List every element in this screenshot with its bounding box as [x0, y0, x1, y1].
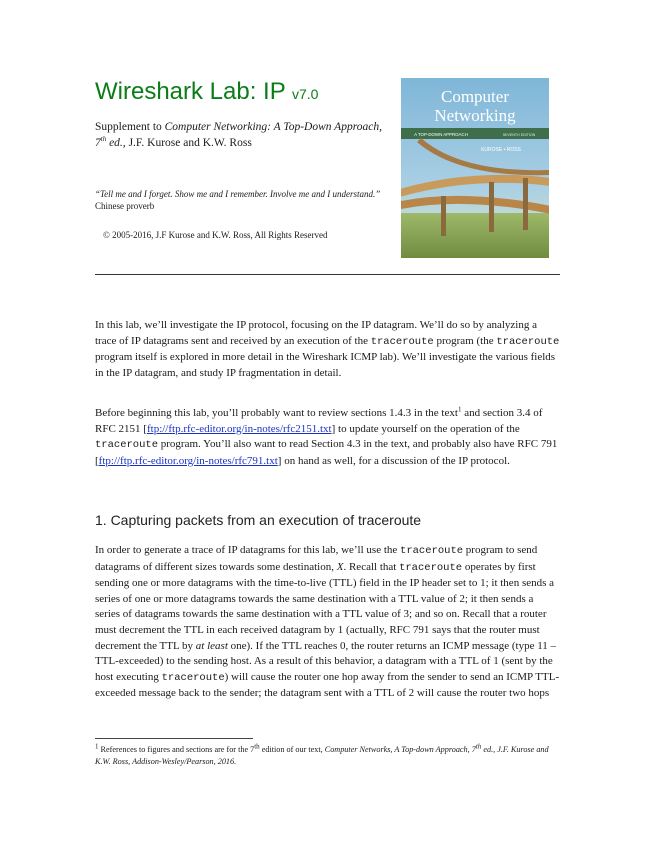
overpass-pillar: [523, 178, 528, 230]
rfc2151-link[interactable]: ftp://ftp.rfc-editor.org/in-notes/rfc2151.txt: [146, 422, 332, 435]
intro-paragraph-1: [95, 318, 560, 381]
overpass-pillar: [489, 182, 494, 232]
text-run: operates by first sending one or more datagrams with the time-to-live (TTL) field in the IP header set to 1; it then sends a series of one or more datagrams towards the same destination with a TTL value of 2; it then sends a series of datagrams towards the same destination with a TTL value of 3; and so on. Recall that a router must decrement the TTL in each received datagram by 1 (actually, RFC 791 says that the router must decrement the TTL by: [95, 560, 555, 652]
section-heading: 1. Capturing packets from an execution of traceroute: [95, 512, 422, 528]
cover-edition: SEVENTH EDITION: [502, 133, 536, 137]
code-traceroute: traceroute: [370, 335, 434, 348]
cover-subtitle: A TOP-DOWN APPROACH: [414, 132, 468, 137]
text-run: In order to generate a trace of IP datagrams for this lab, we’ll use the: [95, 544, 401, 556]
epigraph-quote: “Tell me and I forget. Show me and I remember. Involve me and I understand.”: [95, 189, 381, 199]
copyright-notice: © 2005-2016, J.F Kurose and K.W. Ross, All Rights Reserved: [103, 230, 328, 240]
footnote-ref[interactable]: 1: [457, 405, 462, 414]
text-run: edition of our text,: [259, 745, 325, 754]
text-run: In this lab, we’ll investigate the IP protocol, focusing on the IP datagram. We’ll do so by analyzing a trace of IP datagrams sent and received by an execution of the: [95, 319, 537, 347]
destination-x: X: [336, 560, 344, 573]
text-run: program (the: [433, 334, 497, 347]
text-run: one). If the TTL reaches 0, the router returns an ICMP message (type 11 – TTL-exceeded) to the sending host. As a result of this behavior, a datagram with a TTL of 1 (sent by the host executing: [95, 639, 557, 683]
footnote-number: 1: [95, 742, 99, 751]
supplement-authors: J.F. Kurose and K.W. Ross: [125, 136, 252, 149]
book-cover-image: [401, 78, 549, 258]
cover-authors: KUROSE • ROSS: [481, 147, 521, 153]
cover-title-line1: Computer: [441, 87, 509, 106]
edition-prefix: , 7: [95, 121, 382, 149]
text-run: program. You’ll also want to read Section 4.3 in the text, and probably also have RFC 791 [: [95, 438, 558, 467]
text-run: and section 3.4 of RFC 2151 [: [95, 407, 543, 435]
code-traceroute: traceroute: [496, 335, 560, 348]
footnote-divider: [95, 738, 253, 739]
edition-suffix: ed.,: [106, 136, 126, 149]
book-cover-art: [401, 78, 549, 258]
title-text: Wireshark Lab: IP: [95, 78, 286, 105]
rfc791-link[interactable]: ftp://ftp.rfc-editor.org/in-notes/rfc791.txt: [98, 454, 278, 467]
page-title: [95, 78, 318, 108]
epigraph: [95, 188, 390, 212]
text-run: program to send datagrams of different sizes towards some destination,: [95, 544, 538, 573]
text-run: program itself is explored in more detail in the Wireshark ICMP lab). We’ll investigate the various fields in the IP datagram, and study IP fragmentation in detail.: [95, 351, 556, 379]
code-traceroute: traceroute: [399, 561, 463, 574]
code-traceroute: traceroute: [400, 545, 464, 557]
cover-title-line2: Networking: [434, 106, 516, 125]
footnote-sup: th: [475, 742, 482, 751]
intro-paragraph-2: [95, 406, 560, 469]
text-run: Before beginning this lab, you’ll probably want to review sections 1.4.3 in the text: [95, 407, 458, 419]
text-run: ] on hand as well, for a discussion of the IP protocol.: [277, 454, 510, 467]
supplement-line: [95, 120, 385, 151]
overpass-pillar: [441, 196, 446, 236]
version-label: v7.0: [291, 86, 319, 102]
book-title: Computer Networking: A Top-Down Approach: [164, 121, 380, 133]
section1-paragraph: [95, 543, 560, 702]
code-traceroute: traceroute: [95, 439, 159, 452]
text-run: ] to update yourself on the operation of the: [331, 422, 520, 435]
code-traceroute: traceroute: [161, 671, 225, 684]
text-run: References to figures and sections are for the 7: [98, 745, 255, 754]
header-divider: [95, 274, 560, 275]
footnote-sup: th: [254, 742, 260, 751]
footnote: [95, 744, 565, 768]
footnote-citation: ed., J.F. Kurose and K.W. Ross, Addison-Wesley/Pearson, 2016.: [95, 745, 549, 766]
footnote-book-title: Computer Networks, A Top-down Approach, 7: [324, 745, 476, 754]
emphasis-at-least: at least: [195, 639, 228, 652]
edition-sup: th: [100, 134, 107, 143]
epigraph-source: Chinese proverb: [95, 201, 155, 211]
supplement-prefix: Supplement to: [95, 121, 165, 133]
text-run: ) will cause the router one hop away from the sender to send an ICMP TTL-exceeded message back to the sender; the datagram sent with a TTL of 2 will cause the router two hops: [95, 670, 560, 700]
text-run: . Recall that: [343, 560, 400, 573]
